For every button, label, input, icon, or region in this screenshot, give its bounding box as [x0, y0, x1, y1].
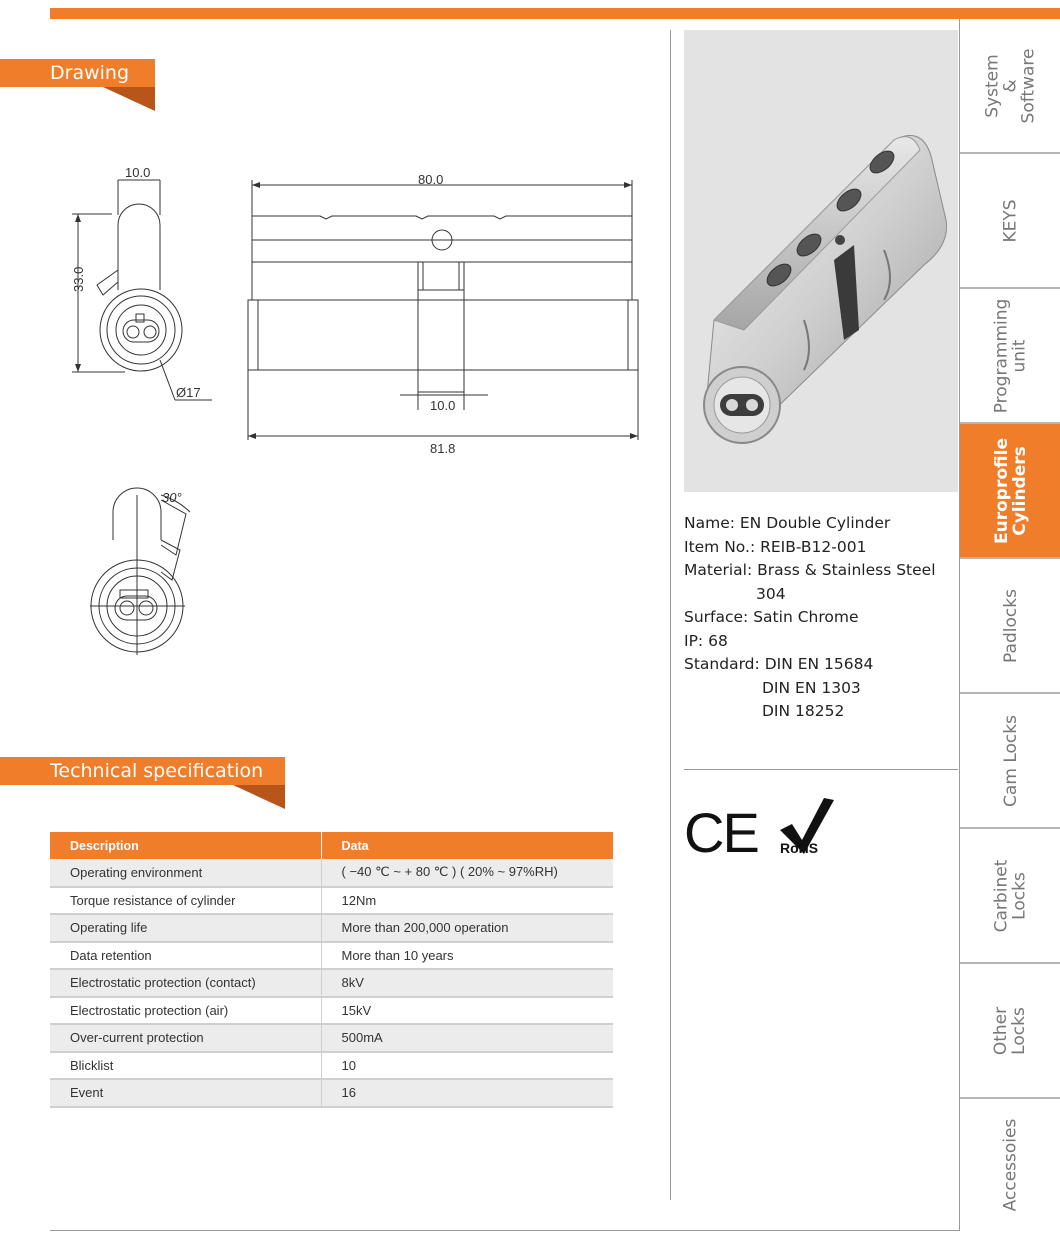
table-row	[50, 942, 613, 970]
sidebar-item-other-locks[interactable]	[960, 964, 1060, 1099]
info-ip	[684, 630, 936, 654]
spec-value: More than 200,000 operation	[321, 914, 613, 942]
item-value: REIB-B12-001	[760, 537, 867, 556]
product-info	[684, 512, 936, 724]
ip-value: 68	[708, 631, 728, 650]
spec-value: 16	[321, 1079, 613, 1107]
profile-mid-circle	[107, 296, 175, 364]
category-sidebar	[959, 19, 1060, 1231]
sidebar-item-accessoies[interactable]	[960, 1099, 1060, 1231]
column-divider	[670, 30, 671, 1200]
info-name	[684, 512, 936, 536]
table-row	[50, 1079, 613, 1107]
title-fold-decoration	[233, 785, 285, 809]
cylinder-body-top	[252, 216, 632, 219]
spec-value: 8kV	[321, 969, 613, 997]
header-data: Data	[321, 832, 613, 859]
spec-value: More than 10 years	[321, 942, 613, 970]
info-material-cont	[684, 583, 936, 607]
sidebar-item-label: Accessoies	[1000, 1118, 1021, 1212]
standard-value: DIN 18252	[762, 702, 845, 720]
spec-value: 12Nm	[321, 887, 613, 915]
info-standard	[684, 653, 936, 677]
header-description: Description	[50, 832, 321, 859]
cylinder-body	[248, 300, 638, 370]
material-label: Material:	[684, 561, 753, 579]
top-accent-bar	[50, 8, 1060, 19]
dim-diameter: Ø17	[176, 385, 201, 400]
dim-cam-width: 10.0	[430, 398, 456, 413]
drawing-section-title	[0, 59, 155, 87]
spec-description: Torque resistance of cylinder	[50, 887, 321, 915]
info-divider	[684, 769, 958, 770]
spec-value: 15kV	[321, 997, 613, 1025]
spec-description: Operating life	[50, 914, 321, 942]
sidebar-item-label: Cam Locks	[1000, 714, 1021, 807]
item-label: Item No.:	[684, 537, 756, 556]
standard-label: Standard:	[684, 655, 760, 673]
tech-section-title	[0, 757, 285, 785]
table-row	[50, 1024, 613, 1052]
spec-table	[50, 832, 613, 1108]
dim-length-818: 81.8	[430, 441, 456, 456]
dim-height: 33.0	[71, 266, 86, 292]
sidebar-item-label: Programming unit	[991, 298, 1030, 413]
spec-description: Data retention	[50, 942, 321, 970]
spec-value: ( −40 ℃ ~ + 80 ℃ ) ( 20% ~ 97%RH)	[321, 859, 613, 887]
title-fold-decoration	[103, 87, 155, 111]
spec-description: Electrostatic protection (air)	[50, 997, 321, 1025]
surface-value: Satin Chrome	[753, 608, 859, 626]
info-standard-2	[684, 677, 936, 701]
spec-description: Blicklist	[50, 1052, 321, 1080]
technical-drawing	[0, 140, 660, 680]
ce-mark-icon: CE	[684, 801, 758, 864]
name-label: Name:	[684, 514, 735, 532]
name-value: EN Double Cylinder	[739, 514, 891, 532]
sidebar-item-keys[interactable]	[960, 154, 1060, 289]
table-row	[50, 969, 613, 997]
spec-description: Over-current protection	[50, 1024, 321, 1052]
surface-label: Surface:	[684, 608, 749, 626]
dim-top-width: 10.0	[125, 165, 151, 180]
sidebar-item-cam-locks[interactable]	[960, 694, 1060, 829]
spec-description: Electrostatic protection (contact)	[50, 969, 321, 997]
table-row	[50, 997, 613, 1025]
sidebar-item-europrofile-cylinders[interactable]	[960, 424, 1060, 559]
drawing-title-text: Drawing	[50, 62, 130, 84]
sidebar-item-label: Padlocks	[1000, 588, 1021, 663]
standard-value: DIN EN 15684	[764, 655, 874, 673]
ip-label: IP:	[684, 631, 704, 650]
sidebar-item-label: Carbinet Locks	[991, 859, 1030, 932]
standard-value: DIN EN 1303	[762, 678, 861, 697]
sidebar-item-label: KEYS	[1000, 198, 1021, 243]
dim-angle: 30°	[162, 490, 182, 505]
sidebar-item-label: Europrofile Cylinders	[991, 437, 1030, 544]
info-material	[684, 559, 936, 583]
table-row	[50, 887, 613, 915]
table-row	[50, 1052, 613, 1080]
dim-length-80: 80.0	[418, 172, 444, 187]
spec-table-header	[50, 832, 613, 859]
info-surface	[684, 606, 936, 630]
spec-description: Event	[50, 1079, 321, 1107]
spec-description: Operating environment	[50, 859, 321, 887]
sidebar-item-padlocks[interactable]	[960, 559, 1060, 694]
sidebar-item-label: Other Locks	[991, 1006, 1030, 1055]
material-value: Brass & Stainless Steel	[757, 561, 936, 579]
certifications	[684, 790, 854, 865]
spec-value: 500mA	[321, 1024, 613, 1052]
sidebar-item-system-software[interactable]	[960, 19, 1060, 154]
cylinder-cam	[418, 262, 464, 392]
sidebar-item-programming-unit[interactable]	[960, 289, 1060, 424]
info-item	[684, 536, 936, 560]
spec-value: 10	[321, 1052, 613, 1080]
profile-outer-circle	[100, 289, 182, 371]
info-standard-3	[684, 700, 936, 724]
material-value-2: 304	[756, 584, 786, 603]
sidebar-item-label: System & Software	[982, 48, 1039, 123]
rohs-label: RoHS	[780, 840, 819, 856]
product-photo	[684, 30, 958, 492]
bottom-rule	[50, 1230, 960, 1231]
tech-title-text: Technical specification	[50, 760, 264, 782]
sidebar-item-carbinet-locks[interactable]	[960, 829, 1060, 964]
profile-cam-arc	[118, 204, 160, 260]
table-row	[50, 859, 613, 887]
table-row	[50, 914, 613, 942]
